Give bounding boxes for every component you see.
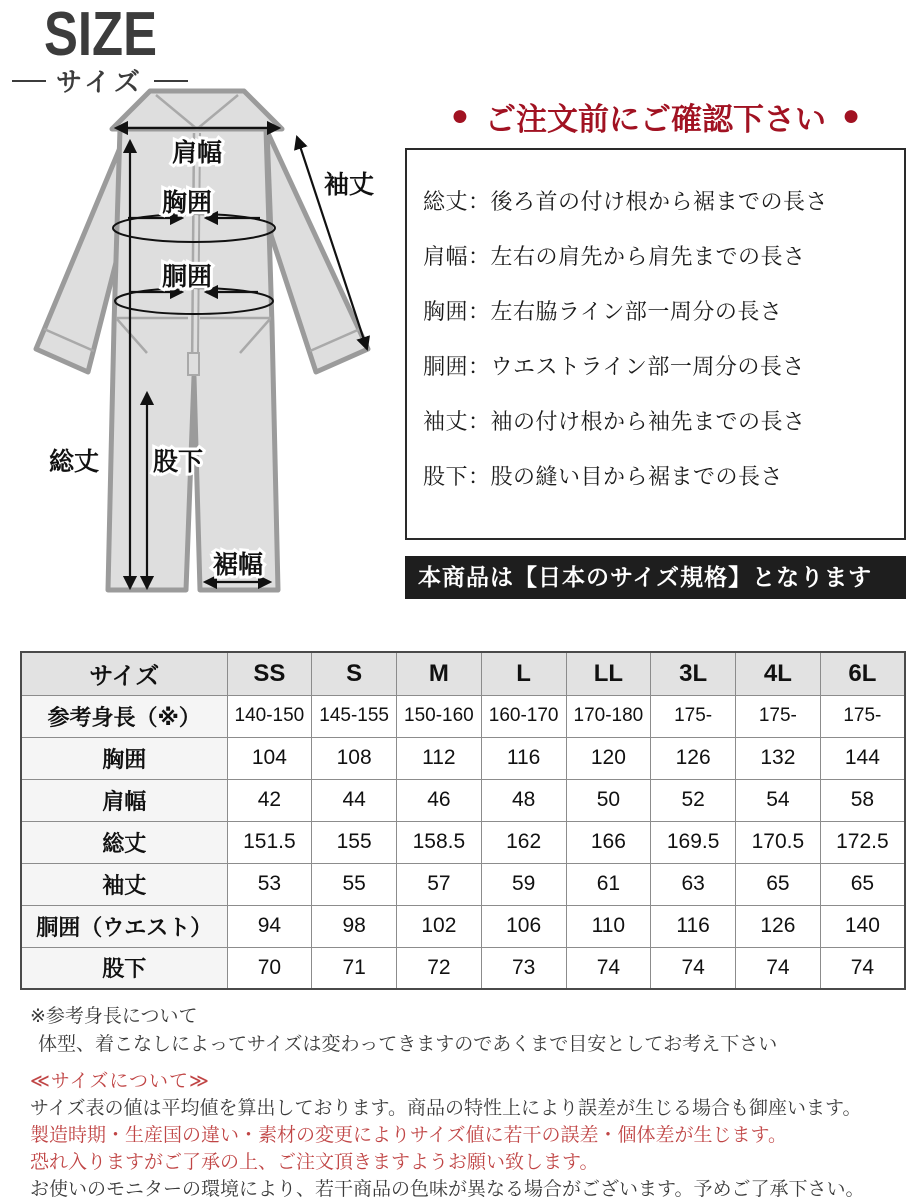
subtitle-dash-left bbox=[12, 80, 46, 82]
size-value-cell: 102 bbox=[397, 905, 482, 947]
size-value-cell: 116 bbox=[481, 737, 566, 779]
size-table-header-cell: サイズ bbox=[21, 652, 227, 695]
ref-note-heading: ※参考身長について bbox=[30, 1006, 198, 1027]
size-value-cell: 150-160 bbox=[397, 695, 482, 737]
definition-item: 胴囲：ウエストライン部一周分の長さ bbox=[423, 354, 805, 379]
size-value-cell: 120 bbox=[566, 737, 651, 779]
size-table-header-cell: 3L bbox=[651, 652, 736, 695]
size-value-cell: 172.5 bbox=[820, 821, 905, 863]
size-table-header-cell: S bbox=[312, 652, 397, 695]
notice-heading bbox=[405, 96, 906, 136]
size-table-header bbox=[21, 652, 905, 695]
size-value-cell: 52 bbox=[651, 779, 736, 821]
size-value-cell: 158.5 bbox=[397, 821, 482, 863]
size-value-cell: 59 bbox=[481, 863, 566, 905]
size-value-cell: 57 bbox=[397, 863, 482, 905]
size-value-cell: 144 bbox=[820, 737, 905, 779]
table-row bbox=[21, 863, 905, 905]
about-size-lines bbox=[30, 1095, 864, 1200]
size-value-cell: 151.5 bbox=[227, 821, 312, 863]
label-hem-width: 裾幅 bbox=[212, 551, 264, 579]
ref-note-body: 体型、着こなしによってサイズは変わってきますのであくまで目安としてお考え下さい bbox=[38, 1034, 778, 1055]
size-value-cell: 175- bbox=[736, 695, 821, 737]
size-value-cell: 50 bbox=[566, 779, 651, 821]
table-row bbox=[21, 905, 905, 947]
sleeve-right bbox=[267, 131, 368, 372]
size-value-cell: 170.5 bbox=[736, 821, 821, 863]
size-value-cell: 106 bbox=[481, 905, 566, 947]
table-row bbox=[21, 695, 905, 737]
definition-item: 胸囲：左右脇ライン部一周分の長さ bbox=[423, 299, 783, 324]
size-table-header-cell: M bbox=[397, 652, 482, 695]
row-label: 肩幅 bbox=[21, 779, 227, 821]
definition-item: 肩幅：左右の肩先から肩先までの長さ bbox=[423, 244, 806, 269]
size-value-cell: 126 bbox=[651, 737, 736, 779]
size-value-cell: 53 bbox=[227, 863, 312, 905]
size-value-cell: 73 bbox=[481, 947, 566, 989]
size-value-cell: 55 bbox=[312, 863, 397, 905]
size-value-cell: 74 bbox=[651, 947, 736, 989]
size-table-header-cell: 4L bbox=[736, 652, 821, 695]
note-line: 製造時期・生産国の違い・素材の変更によりサイズ値に若干の誤差・個体差が生じます。 bbox=[30, 1125, 787, 1146]
size-table-header-cell: LL bbox=[566, 652, 651, 695]
about-size-notes bbox=[30, 1068, 864, 1200]
size-value-cell: 155 bbox=[312, 821, 397, 863]
size-value-cell: 71 bbox=[312, 947, 397, 989]
size-table-body bbox=[21, 695, 905, 989]
note-line: 恐れ入りますがご了承の上、ご注文頂きますようお願い致します。 bbox=[30, 1152, 599, 1173]
size-value-cell: 166 bbox=[566, 821, 651, 863]
definition-item: 股下：股の縫い目から裾までの長さ bbox=[423, 464, 784, 489]
size-value-cell: 72 bbox=[397, 947, 482, 989]
size-table-header-cell: SS bbox=[227, 652, 312, 695]
size-value-cell: 175- bbox=[651, 695, 736, 737]
size-value-cell: 140 bbox=[820, 905, 905, 947]
notice-heading-text: ご注文前にご確認下さい bbox=[485, 101, 826, 137]
red-dot-left: ● bbox=[450, 99, 469, 132]
definition-item: 袖丈：袖の付け根から袖先までの長さ bbox=[423, 409, 806, 434]
label-inseam: 股下 bbox=[152, 448, 204, 476]
definition-item: 総丈：後ろ首の付け根から裾までの長さ bbox=[423, 189, 829, 214]
table-row bbox=[21, 947, 905, 989]
label-total-length: 総丈 bbox=[48, 448, 100, 476]
placket-end bbox=[188, 353, 199, 375]
size-value-cell: 42 bbox=[227, 779, 312, 821]
size-value-cell: 54 bbox=[736, 779, 821, 821]
size-value-cell: 116 bbox=[651, 905, 736, 947]
size-value-cell: 61 bbox=[566, 863, 651, 905]
size-value-cell: 104 bbox=[227, 737, 312, 779]
size-value-cell: 70 bbox=[227, 947, 312, 989]
size-value-cell: 145-155 bbox=[312, 695, 397, 737]
note-line: サイズ表の値は平均値を算出しております。商品の特性上により誤差が生じる場合も御座います。 bbox=[30, 1098, 862, 1119]
size-value-cell: 74 bbox=[736, 947, 821, 989]
size-value-cell: 110 bbox=[566, 905, 651, 947]
label-shoulder-width: 肩幅 bbox=[171, 139, 223, 167]
row-label: 胸囲 bbox=[21, 737, 227, 779]
about-size-heading: ≪サイズについて≫ bbox=[30, 1071, 210, 1092]
label-chest: 胸囲 bbox=[161, 189, 213, 217]
size-value-cell: 63 bbox=[651, 863, 736, 905]
size-value-cell: 140-150 bbox=[227, 695, 312, 737]
collar bbox=[112, 91, 282, 129]
subtitle-text: サイズ bbox=[56, 67, 144, 97]
size-table-header-cell: 6L bbox=[820, 652, 905, 695]
size-value-cell: 169.5 bbox=[651, 821, 736, 863]
size-value-cell: 108 bbox=[312, 737, 397, 779]
page-title: SIZE bbox=[44, 0, 158, 69]
size-value-cell: 46 bbox=[397, 779, 482, 821]
red-dot-right: ● bbox=[842, 99, 861, 132]
size-value-cell: 65 bbox=[736, 863, 821, 905]
table-row bbox=[21, 821, 905, 863]
subtitle-dash-right bbox=[154, 80, 188, 82]
label-waist: 胴囲 bbox=[161, 263, 213, 291]
coverall-measurement-diagram bbox=[30, 85, 402, 610]
size-value-cell: 58 bbox=[820, 779, 905, 821]
size-table-header-cell: L bbox=[481, 652, 566, 695]
size-value-cell: 94 bbox=[227, 905, 312, 947]
size-value-cell: 160-170 bbox=[481, 695, 566, 737]
row-label: 総丈 bbox=[21, 821, 227, 863]
row-label: 股下 bbox=[21, 947, 227, 989]
size-value-cell: 112 bbox=[397, 737, 482, 779]
size-value-cell: 170-180 bbox=[566, 695, 651, 737]
size-value-cell: 132 bbox=[736, 737, 821, 779]
size-value-cell: 74 bbox=[566, 947, 651, 989]
note-line: お使いのモニターの環境により、若干商品の色味が異なる場合がございます。予めご了承下さい。 bbox=[30, 1179, 865, 1200]
row-label: 参考身長（※） bbox=[21, 695, 227, 737]
label-sleeve-length: 袖丈 bbox=[323, 171, 375, 199]
row-label: 袖丈 bbox=[21, 863, 227, 905]
row-label: 胴囲（ウエスト） bbox=[21, 905, 227, 947]
japan-size-standard-bar: 本商品は【日本のサイズ規格】となります bbox=[405, 556, 906, 599]
size-value-cell: 126 bbox=[736, 905, 821, 947]
size-value-cell: 175- bbox=[820, 695, 905, 737]
table-row bbox=[21, 779, 905, 821]
table-row bbox=[21, 737, 905, 779]
size-value-cell: 44 bbox=[312, 779, 397, 821]
size-table bbox=[20, 651, 906, 990]
size-value-cell: 48 bbox=[481, 779, 566, 821]
size-value-cell: 65 bbox=[820, 863, 905, 905]
measurement-definitions-box bbox=[405, 148, 906, 540]
size-value-cell: 98 bbox=[312, 905, 397, 947]
reference-height-note bbox=[30, 1003, 777, 1059]
size-value-cell: 162 bbox=[481, 821, 566, 863]
size-value-cell: 74 bbox=[820, 947, 905, 989]
